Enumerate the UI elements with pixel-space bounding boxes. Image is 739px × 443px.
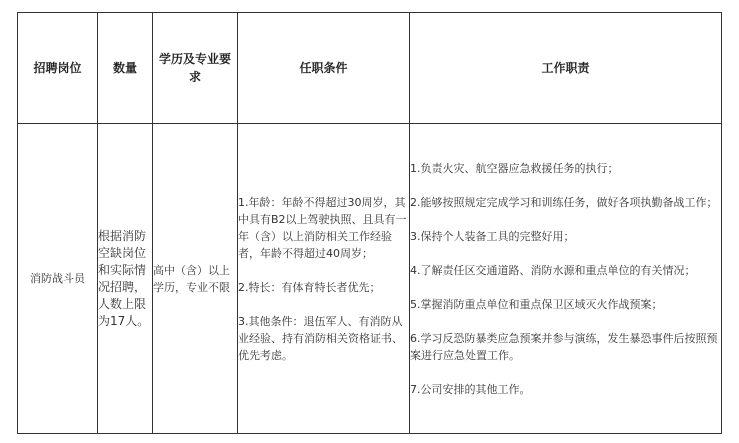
recruitment-table (17, 12, 722, 434)
header-requirements: 任职条件 (238, 13, 410, 124)
requirement-item: 3.其他条件：退伍军人、有消防从业经验、持有消防相关资格证书、优先考虑。 (238, 314, 403, 362)
duty-item: 6.学习反恐防暴类应急预案并参与演练，发生暴恐事件后按照预案进行应急处置工作。 (410, 331, 718, 362)
duty-item: 3.保持个人装备工具的完整好用； (410, 229, 575, 243)
header-row (18, 13, 722, 124)
header-position: 招聘岗位 (18, 13, 98, 124)
duty-item: 1.负责火灾、航空器应急救援任务的执行； (410, 161, 619, 175)
duty-item: 7.公司安排的其他工作。 (410, 382, 531, 396)
duty-item: 5.掌握消防重点单位和重点保卫区域灭火作战预案； (410, 297, 663, 311)
header-count: 数量 (98, 13, 153, 124)
position-text: 消防战斗员 (30, 272, 85, 285)
count-text: 根据消防空缺岗位和实际情况招聘，人数上限为17人。 (98, 228, 150, 328)
table-row (18, 124, 722, 434)
cell-duties (410, 124, 722, 434)
cell-education (153, 124, 238, 434)
recruitment-document (17, 12, 722, 434)
requirement-item: 2.特长：有体育特长者优先； (238, 280, 381, 294)
requirement-item: 1.年龄：年龄不得超过30周岁，其中具有B2以上驾驶执照、且具有一年（含）以上消防相关工作经验者，年龄不得超过40周岁； (238, 195, 407, 260)
cell-count (98, 124, 153, 434)
duty-item: 2.能够按照规定完成学习和训练任务，做好各项执勤备战工作； (410, 195, 718, 209)
education-text: 高中（含）以上学历，专业不限 (153, 263, 230, 294)
cell-requirements (238, 124, 410, 434)
cell-position (18, 124, 98, 434)
header-duties: 工作职责 (410, 13, 722, 124)
header-education: 学历及专业要求 (153, 13, 238, 124)
duty-item: 4.了解责任区交通道路、消防水源和重点单位的有关情况； (410, 263, 696, 277)
